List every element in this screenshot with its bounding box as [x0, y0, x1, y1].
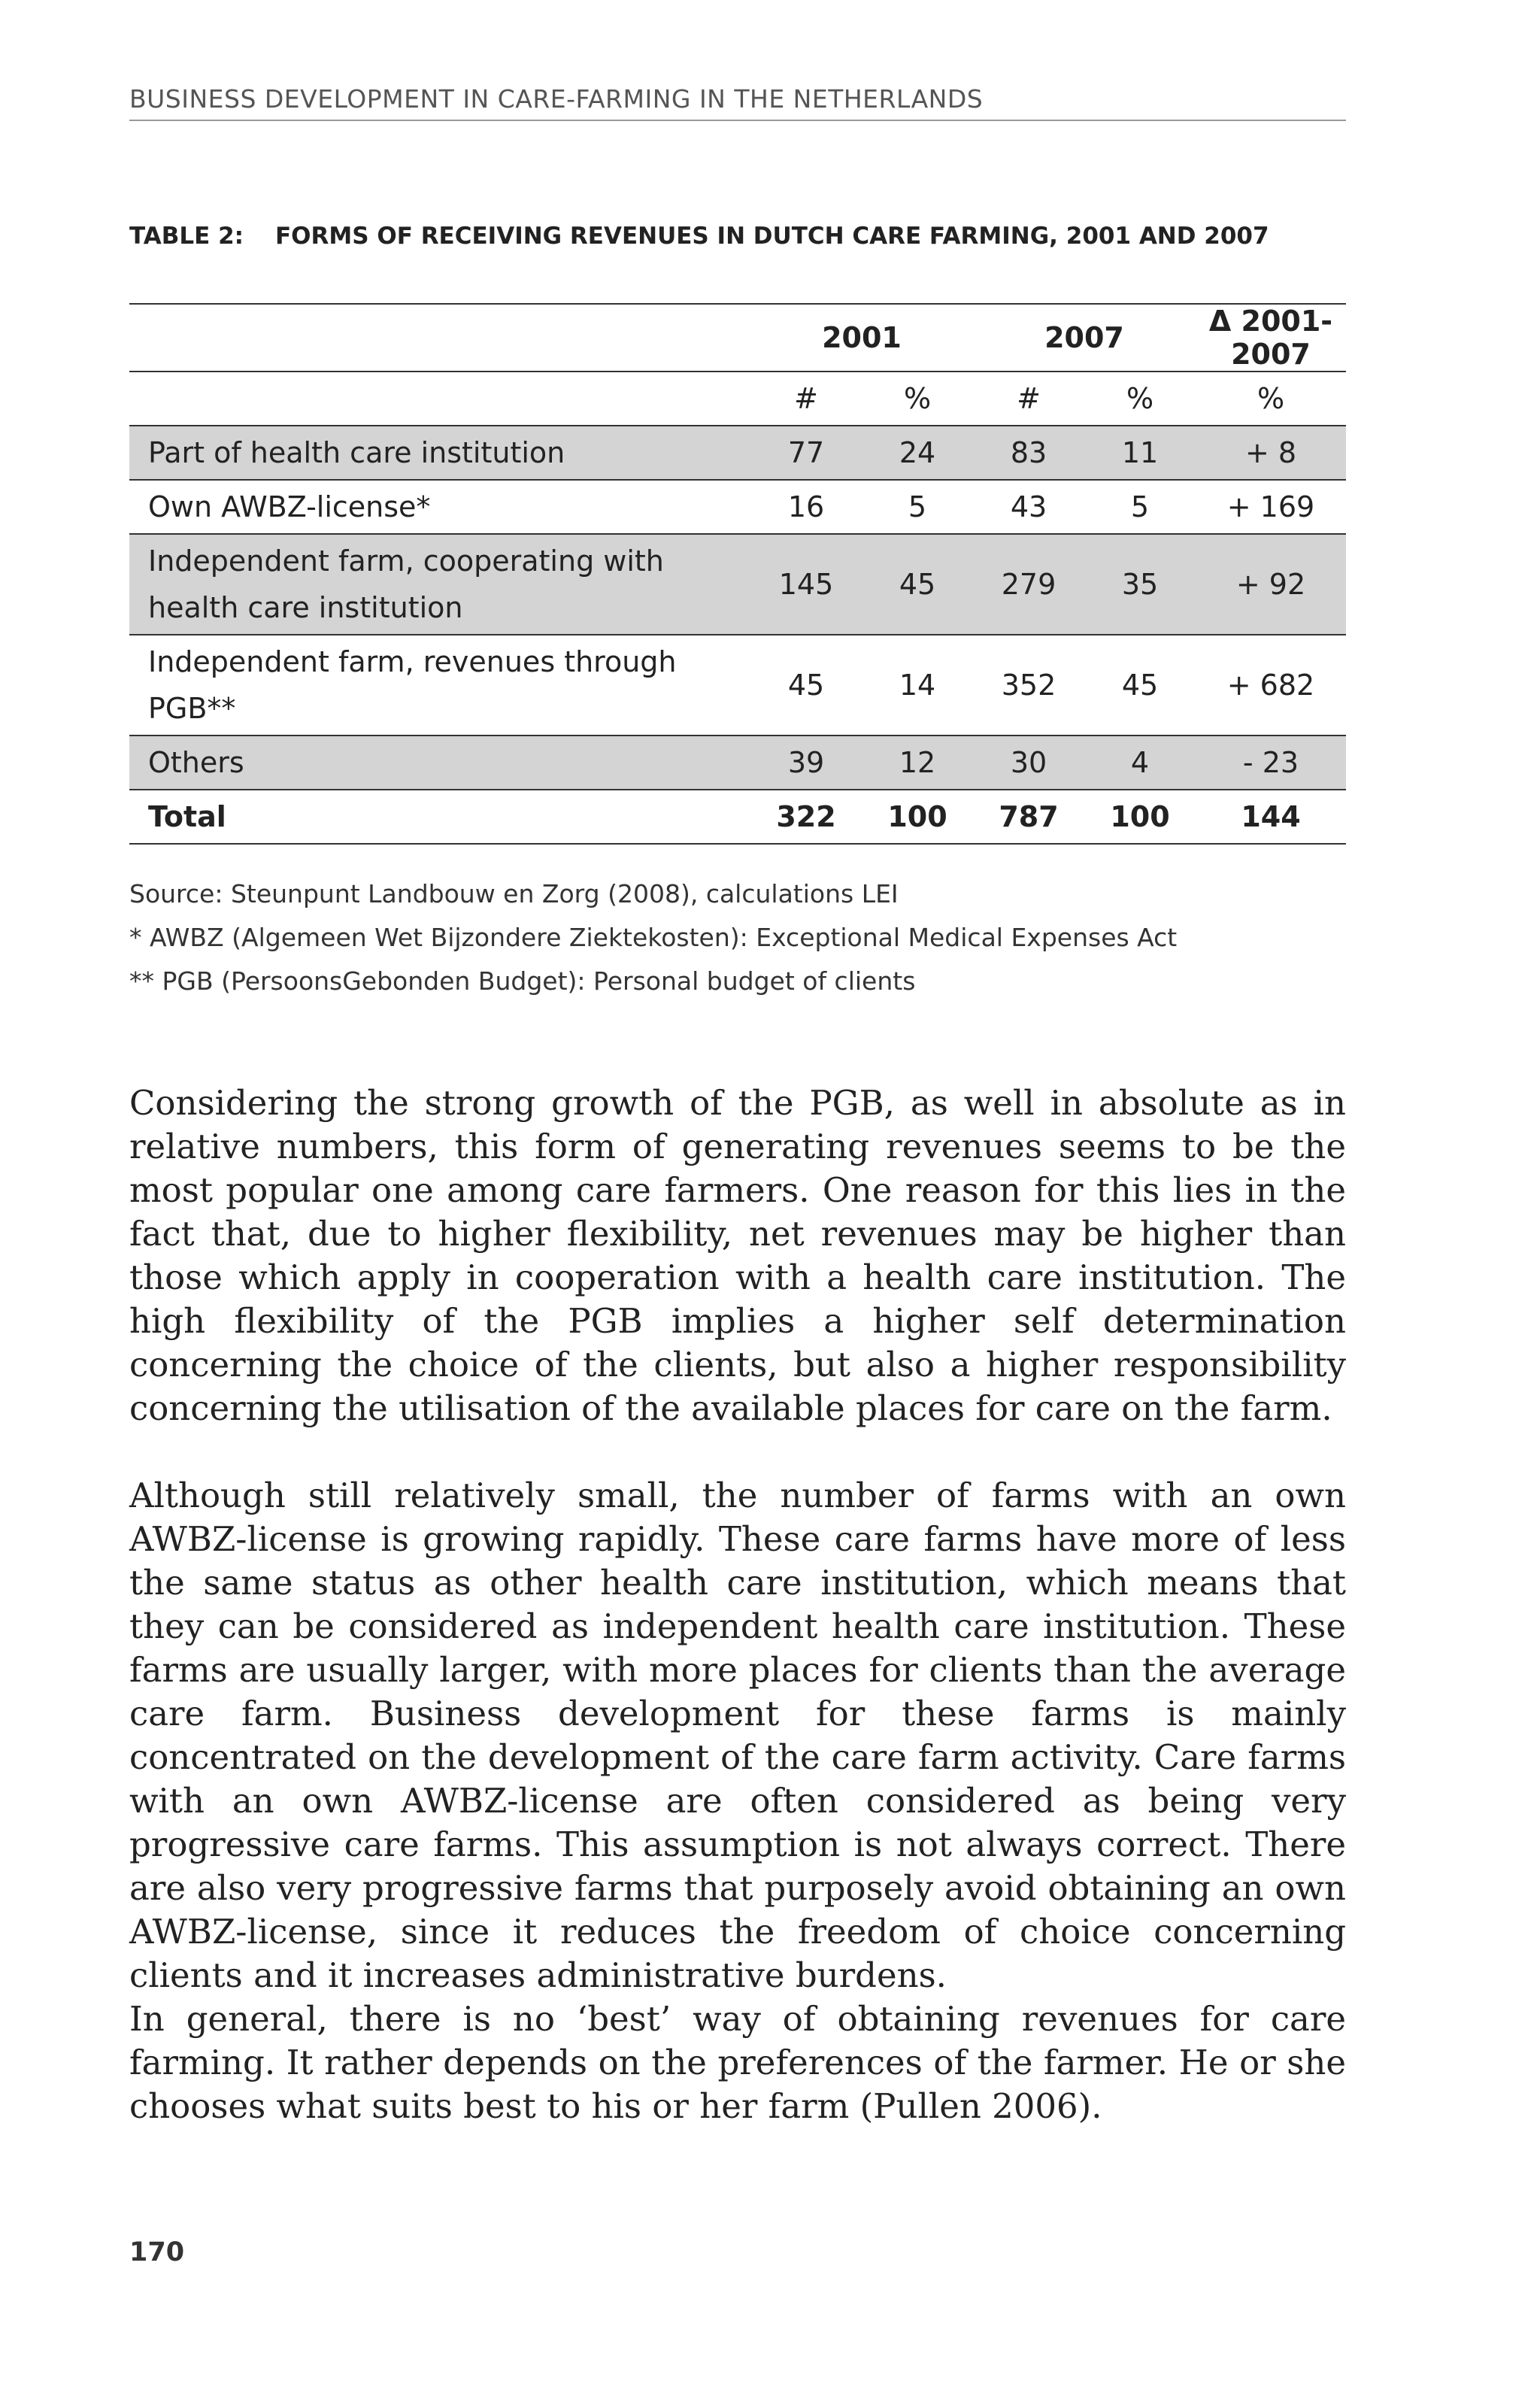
row-label-line: Independent farm, revenues through — [148, 645, 677, 678]
cell-p2001: 5 — [862, 480, 973, 534]
source-note: Source: Steunpunt Landbouw en Zorg (2008), calculations LEI — [129, 879, 899, 908]
page-number: 170 — [129, 2237, 185, 2267]
total-label: Total — [129, 790, 750, 844]
total-p2001: 100 — [862, 790, 973, 844]
table-notes — [129, 872, 1177, 1003]
revenue-table — [129, 303, 1346, 845]
header-count-2007: # — [973, 372, 1084, 426]
header-pct-2001: % — [862, 372, 973, 426]
total-n2007: 787 — [973, 790, 1084, 844]
row-label-line: Independent farm, cooperating with — [148, 544, 664, 578]
footnote-pgb: ** PGB (PersoonsGebonden Budget): Personal budget of clients — [129, 966, 916, 996]
header-2007: 2007 — [973, 304, 1196, 372]
cell-n2007: 352 — [973, 635, 1084, 736]
running-header: BUSINESS DEVELOPMENT IN CARE-FARMING IN THE NETHERLANDS — [129, 84, 1346, 121]
paragraph: Considering the strong growth of the PGB, as well in absolute as in relative numbers, this form of generating revenues seems to be the most popular one among care farmers. One reason for this lies in the fact that, due to higher flexibility, net revenues may be higher than those which apply in cooperation with a health care institution. The high flexibility of the PGB implies a higher self determination concerning the choice of the clients, but also a higher responsibility concerning the utilisation of the available places for care on the farm. — [129, 1083, 1346, 1428]
cell-n2001: 16 — [750, 480, 862, 534]
row-label: Part of health care institution — [129, 426, 750, 480]
cell-p2001: 14 — [862, 635, 973, 736]
header-pct-delta: % — [1196, 372, 1346, 426]
total-n2001: 322 — [750, 790, 862, 844]
header-empty-cell — [129, 372, 750, 426]
cell-p2001: 12 — [862, 736, 973, 790]
table-row — [129, 736, 1346, 790]
cell-delta: - 23 — [1196, 736, 1346, 790]
table-number: TABLE 2: — [129, 223, 244, 250]
header-row-years — [129, 304, 1346, 372]
cell-p2007: 11 — [1084, 426, 1196, 480]
cell-delta: + 169 — [1196, 480, 1346, 534]
header-delta: Δ 2001-2007 — [1196, 304, 1346, 372]
table-title: FORMS OF RECEIVING REVENUES IN DUTCH CARE FARMING, 2001 AND 2007 — [275, 223, 1269, 250]
header-empty-cell — [129, 304, 750, 372]
row-label: Others — [129, 736, 750, 790]
body-text — [129, 1081, 1346, 2128]
cell-n2007: 30 — [973, 736, 1084, 790]
cell-p2007: 4 — [1084, 736, 1196, 790]
cell-delta: + 92 — [1196, 534, 1346, 635]
total-p2007: 100 — [1084, 790, 1196, 844]
cell-p2007: 5 — [1084, 480, 1196, 534]
cell-n2001: 77 — [750, 426, 862, 480]
footnote-awbz: * AWBZ (Algemeen Wet Bijzondere Ziektekosten): Exceptional Medical Expenses Act — [129, 923, 1178, 952]
cell-delta: + 682 — [1196, 635, 1346, 736]
cell-n2001: 39 — [750, 736, 862, 790]
table-row — [129, 480, 1346, 534]
cell-n2001: 145 — [750, 534, 862, 635]
total-row — [129, 790, 1346, 844]
cell-p2001: 45 — [862, 534, 973, 635]
cell-p2001: 24 — [862, 426, 973, 480]
cell-delta: + 8 — [1196, 426, 1346, 480]
header-count-2001: # — [750, 372, 862, 426]
table-caption — [129, 223, 1269, 250]
paragraph: In general, there is no ‘best’ way of obtaining revenues for care farming. It rather depends on the preferences of the farmer. He or she chooses what suits best to his or her farm (Pullen 2006). — [129, 1999, 1346, 2126]
header-pct-2007: % — [1084, 372, 1196, 426]
cell-n2001: 45 — [750, 635, 862, 736]
row-label-line: PGB** — [148, 692, 236, 725]
header-2001: 2001 — [750, 304, 973, 372]
cell-p2007: 45 — [1084, 635, 1196, 736]
cell-n2007: 43 — [973, 480, 1084, 534]
table-row — [129, 635, 1346, 736]
cell-n2007: 83 — [973, 426, 1084, 480]
cell-p2007: 35 — [1084, 534, 1196, 635]
header-row-units — [129, 372, 1346, 426]
total-delta: 144 — [1196, 790, 1346, 844]
row-label — [129, 635, 750, 736]
row-label: Own AWBZ-license* — [129, 480, 750, 534]
table-row — [129, 426, 1346, 480]
cell-n2007: 279 — [973, 534, 1084, 635]
paragraph: Although still relatively small, the number of farms with an own AWBZ-license is growing rapidly. These care farms have more of less the same status as other health care institution, which means that they can be considered as independent health care institution. These farms are usually larger, with more places for clients than the average care farm. Business development for these farms is mainly concentrated on the development of the care farm activity. Care farms with an own AWBZ-license are often considered as being very progressive care farms. This assumption is not always correct. There are also very progressive farms that purposely avoid obtaining an own AWBZ-license, since it reduces the freedom of choice concerning clients and it increases administrative burdens. — [129, 1476, 1346, 1995]
table-row — [129, 534, 1346, 635]
row-label-line: health care institution — [148, 591, 463, 624]
row-label — [129, 534, 750, 635]
